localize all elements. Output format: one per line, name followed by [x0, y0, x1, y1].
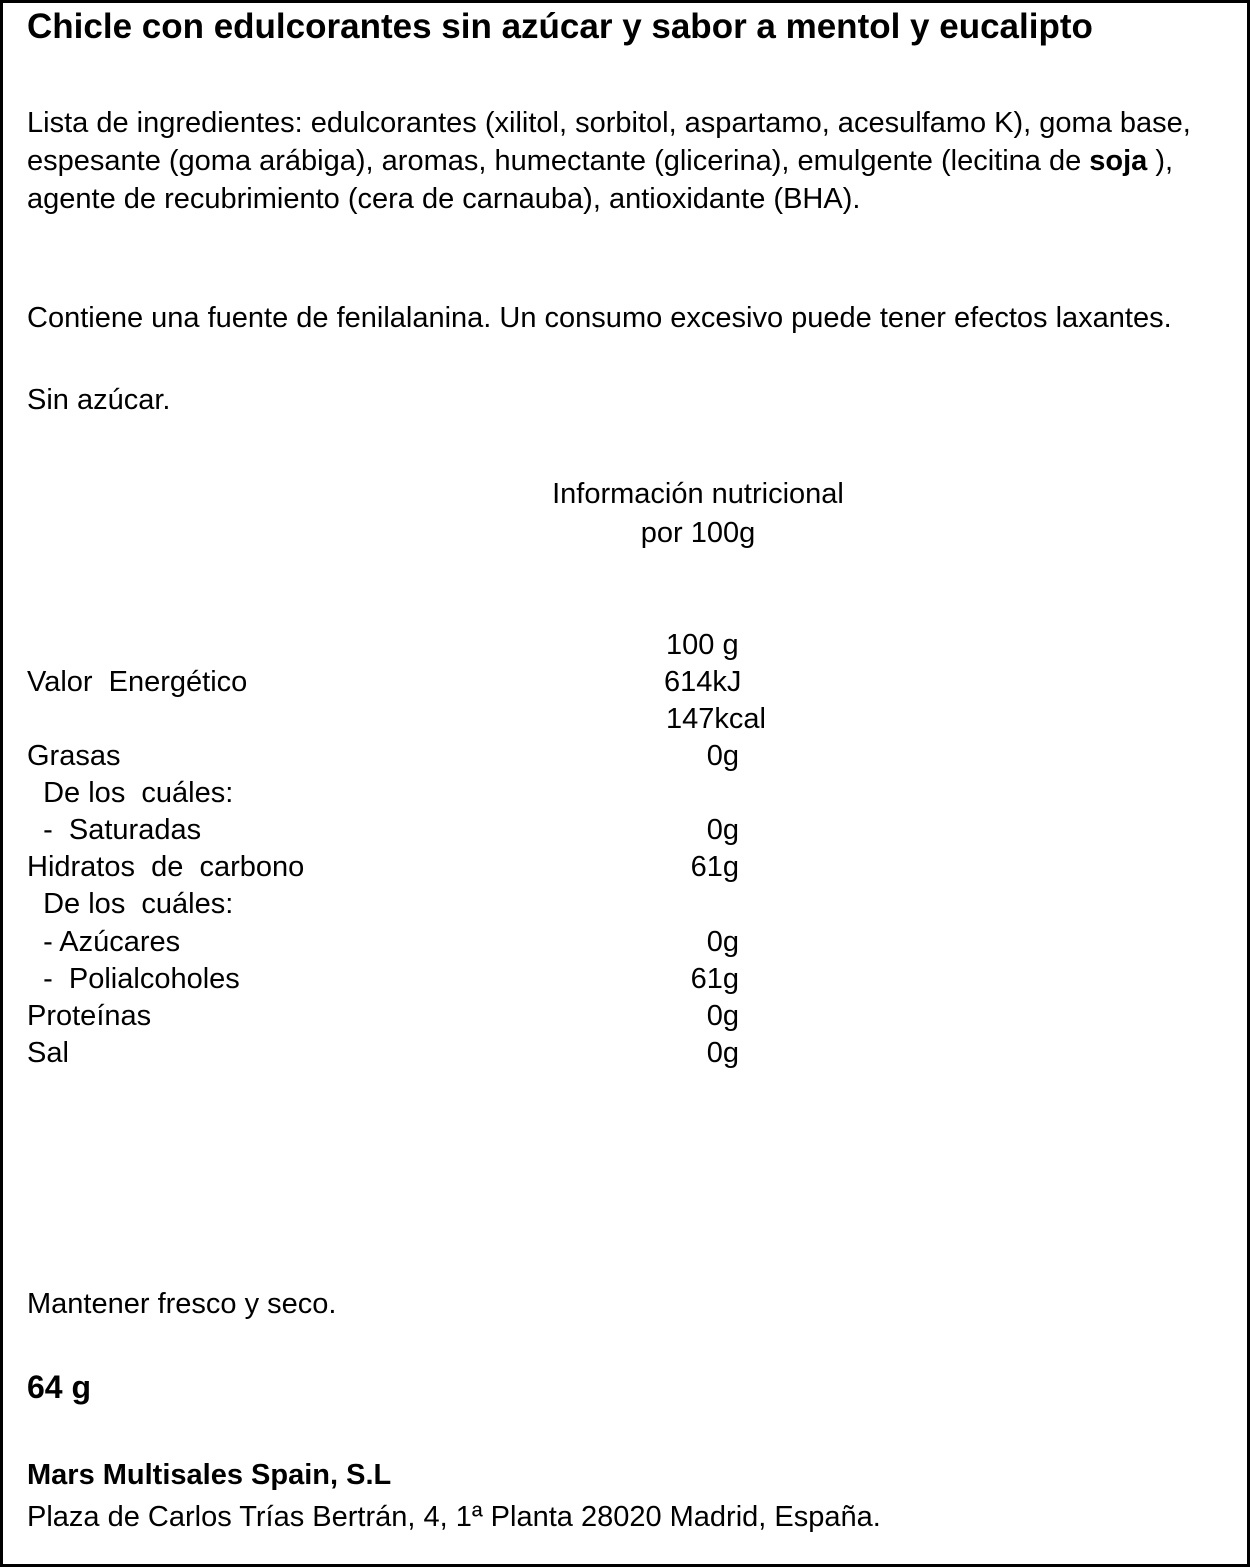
energy-kcal-number: 147 [666, 703, 715, 735]
energy-kj-number: 614 [664, 666, 713, 698]
energy-label: Valor Energético [27, 666, 248, 698]
nutrient-label: Proteínas [27, 1000, 152, 1032]
net-weight: 64 g [27, 1369, 92, 1405]
nutrient-sublabel: De los cuáles: [27, 777, 234, 809]
nutrition-heading [443, 475, 953, 553]
energy-kcal-unit: kcal [714, 703, 766, 735]
allergen-soja: soja [1089, 145, 1148, 177]
product-title: Chicle con edulcorantes sin azúcar y sabor a mentol y eucalipto [27, 7, 1093, 46]
phenylalanine-warning: Contiene una fuente de fenilalanina. Un consumo excesivo puede tener efectos laxantes. [27, 302, 1172, 334]
ingredients-text-start: Lista de ingredientes: edulcorantes (xilitol, sorbitol, aspartamo, acesulfamo K), goma base, espesante (goma arábiga), aromas, humectante (glicerina), emulgente (lecitina de [27, 107, 1191, 177]
energy-kj-value [664, 663, 741, 701]
company-address: Plaza de Carlos Trías Bertrán, 4, 1ª Planta 28020 Madrid, España. [27, 1501, 881, 1533]
sugar-free-note: Sin azúcar. [27, 384, 171, 416]
nutrient-label: - Saturadas [27, 814, 202, 846]
nutrient-value: 0g [706, 1000, 739, 1032]
nutrition-column-header: 100 g [666, 629, 739, 661]
storage-instructions: Mantener fresco y seco. [27, 1288, 337, 1320]
nutrient-value: 0g [706, 740, 739, 772]
nutrient-value: 0g [706, 1037, 739, 1069]
nutrient-value: 0g [706, 814, 739, 846]
nutrient-value: 61g [690, 963, 739, 995]
nutrient-label: Grasas [27, 740, 121, 772]
company-name: Mars Multisales Spain, S.L [27, 1459, 392, 1491]
energy-kcal-value [666, 700, 766, 738]
nutrient-label: - Azúcares [27, 926, 181, 958]
ingredients-list [27, 104, 1217, 218]
nutrition-heading-title: Información nutricional [552, 478, 844, 510]
nutrient-label: Sal [27, 1037, 69, 1069]
nutrient-label: - Polialcoholes [27, 963, 240, 995]
nutrient-value: 61g [690, 851, 739, 883]
nutrient-sublabel: De los cuáles: [27, 888, 234, 920]
energy-kj-unit: kJ [712, 666, 742, 698]
nutrition-heading-basis: por 100g [640, 517, 756, 549]
ingredients-text-end: ), agente de recubrimiento (cera de carnauba), antioxidante (BHA). [27, 145, 1174, 215]
nutrient-label: Hidratos de carbono [27, 851, 305, 883]
nutrient-value: 0g [706, 926, 739, 958]
